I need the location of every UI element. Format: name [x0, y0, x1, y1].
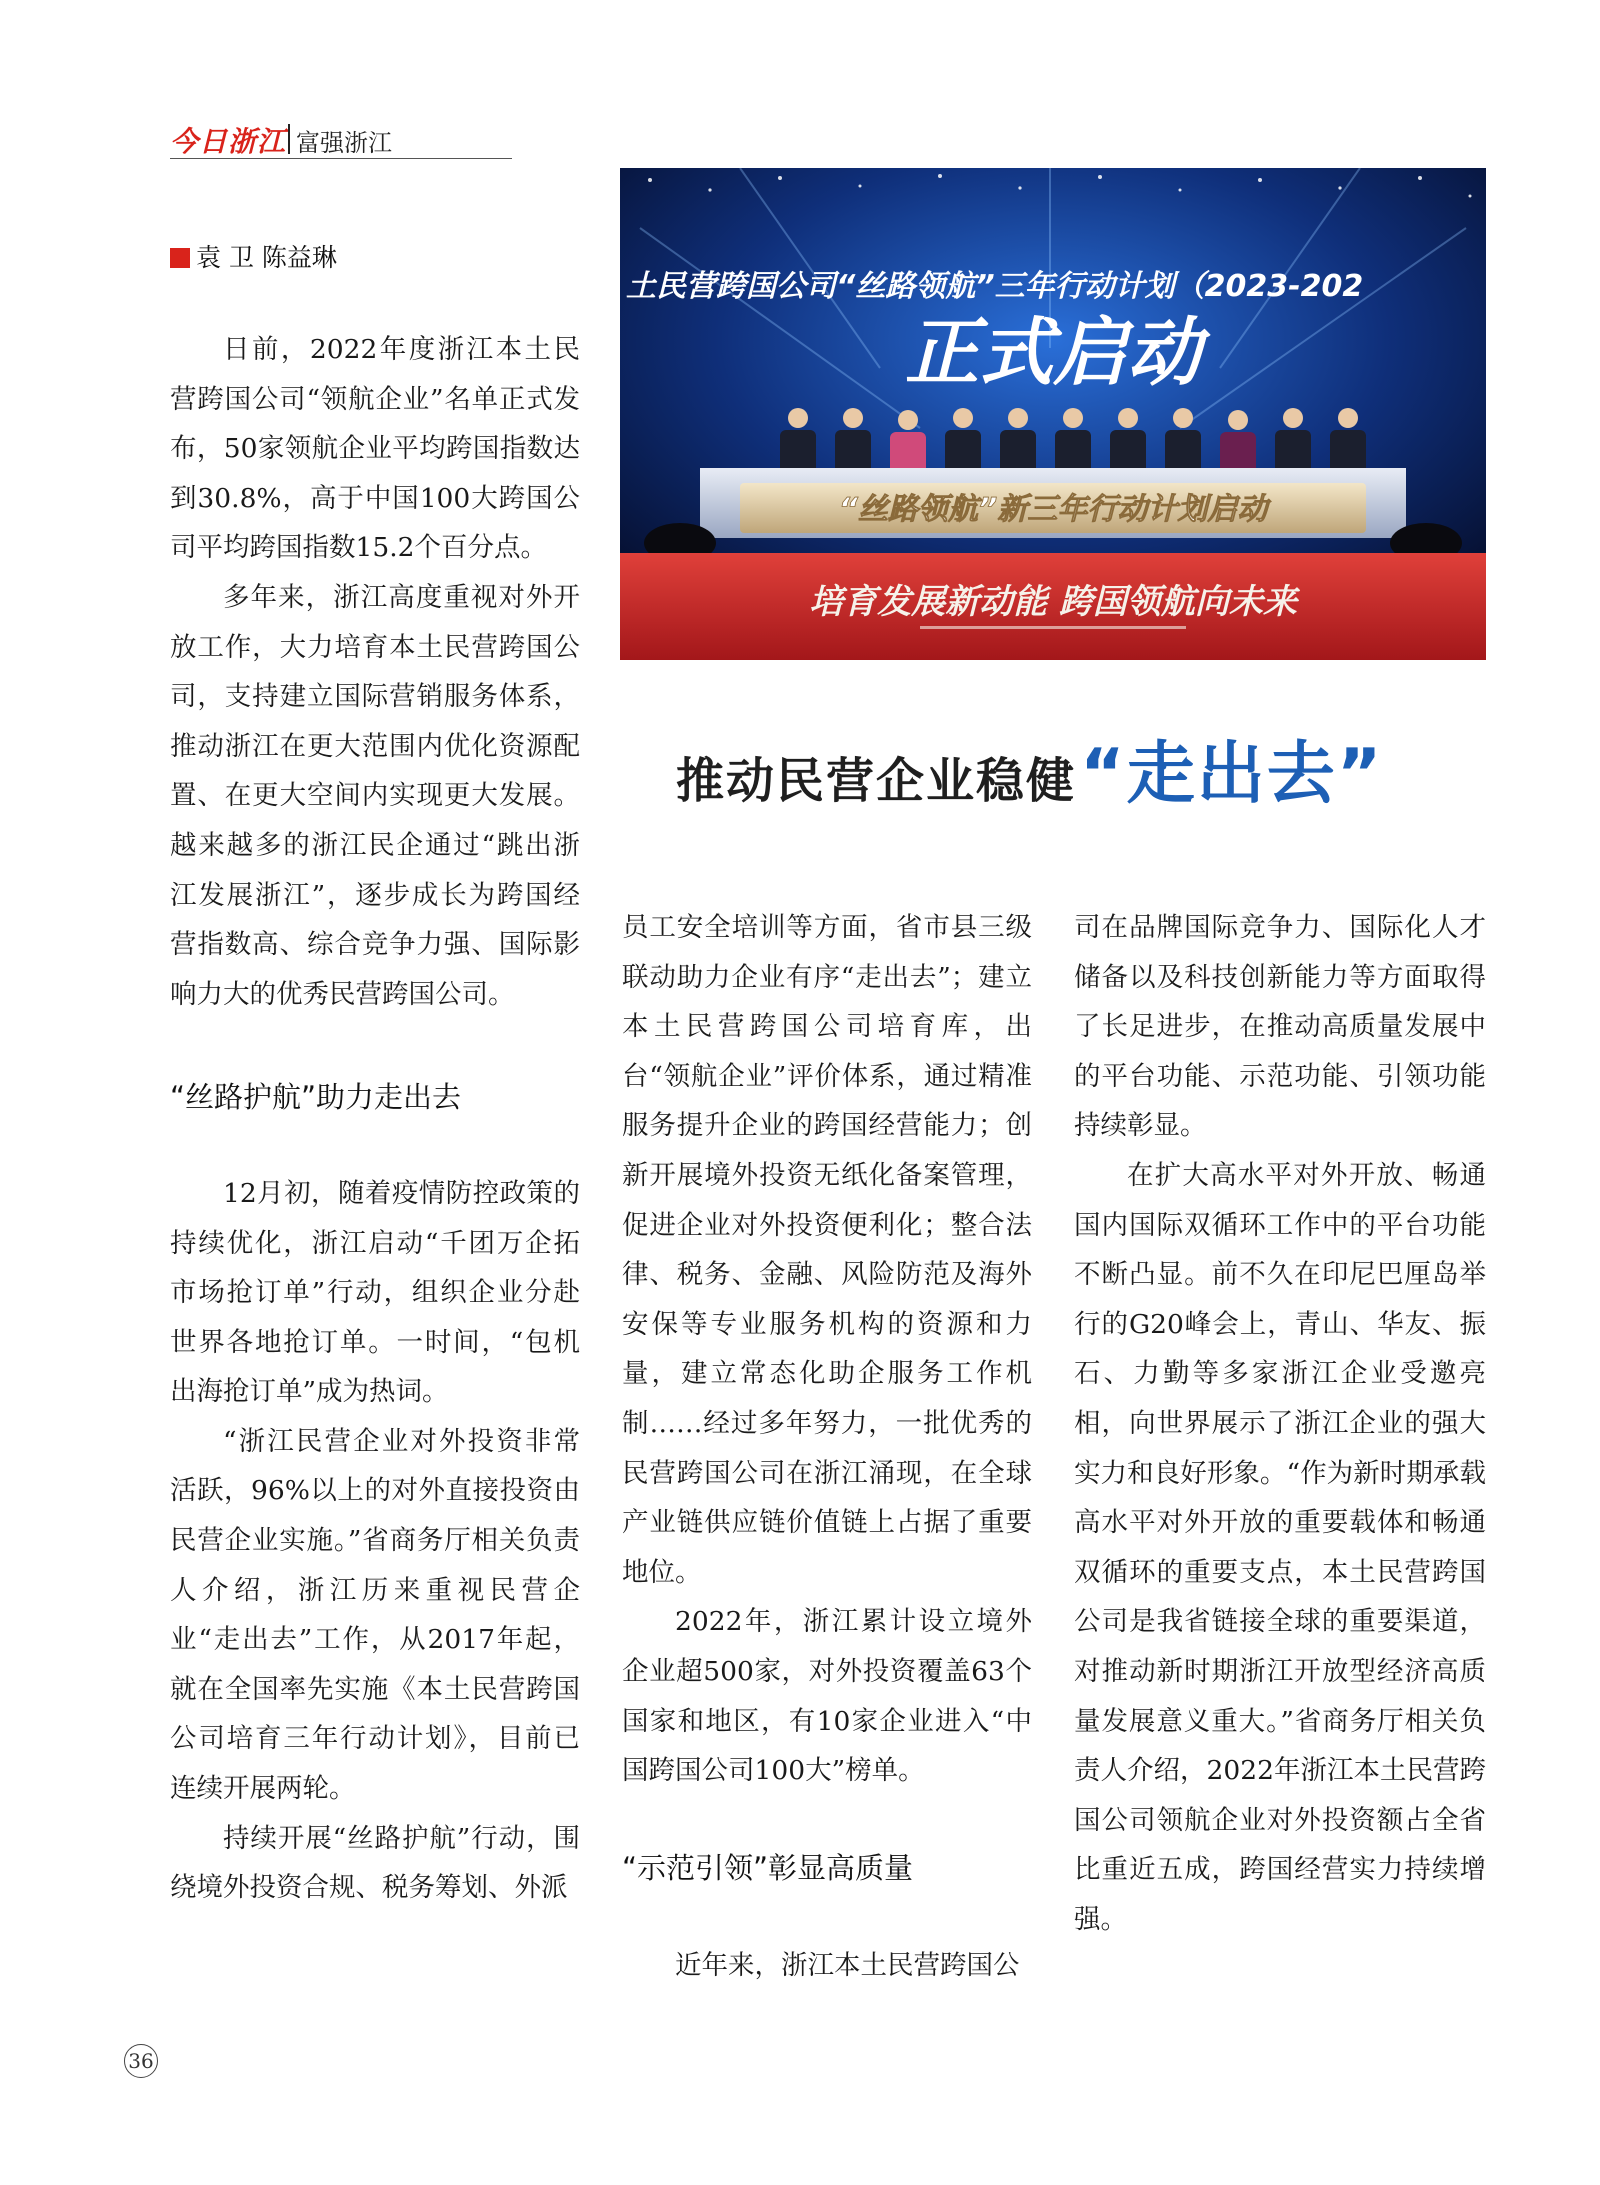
event-photo: [620, 168, 1486, 660]
paragraph-5-start: 持续开展“丝路护航”行动，围绕境外投资合规、税务筹划、外派: [170, 1822, 580, 1904]
paragraph-4: “浙江民营企业对外投资非常活跃，96%以上的对外直接投资由民营企业实施。”省商务厅相关负责人介绍，浙江历来重视民营企业“走出去”工作，从2017年起，就在全国率先实施《本土民营跨国公司培育三年行动计划》，目前已连续开展两轮。: [170, 1425, 580, 1805]
photo-banner-title: 土民营跨国公司“丝路领航”三年行动计划（2023-202: [626, 269, 1364, 304]
paragraph-7-cont: 司在品牌国际竞争力、国际化人才储备以及科技创新能力等方面取得了长足进步，在推动高质量发展中的平台功能、示范功能、引领功能持续彰显。: [1074, 912, 1486, 1142]
stage-sign-text: “丝路领航”新三年行动计划启动: [838, 492, 1268, 527]
column-2: [622, 903, 1032, 1991]
paragraph-7-start: 近年来，浙江本土民营跨国公: [675, 1950, 1020, 1982]
paragraph-5-cont: 员工安全培训等方面，省市县三级联动助力企业有序“走出去”；建立本土民营跨国公司培育库，出台“领航企业”评价体系，通过精准服务提升企业的跨国经营能力；创新开展境外投资无纸化备案管理，促进企业对外投资便利化；整合法律、税务、金融、风险防范及海外安保等专业服务机构的资源和力量，建立常态化助企服务工作机制……经过多年努力，一批优秀的民营跨国公司在浙江涌现，在全球产业链供应链价值链上占据了重要地位。: [622, 912, 1032, 1588]
subheading-2: “示范引领”彰显高质量: [622, 1850, 914, 1885]
magazine-logo: 今日浙江: [170, 125, 287, 158]
spacer: [170, 1019, 580, 1073]
spacer: [170, 1123, 580, 1169]
spacer: [622, 1796, 1032, 1844]
paragraph-2: 多年来，浙江高度重视对外开放工作，大力培育本土民营跨国公司，支持建立国际营销服务体系，推动浙江在更大范围内优化资源配置、在更大空间内实现更大发展。越来越多的浙江民企通过“跳出浙江发展浙江”，逐步成长为跨国经营指数高、综合竞争力强、国际影响力大的优秀民营跨国公司。: [170, 581, 580, 1010]
page-number: 36: [124, 2044, 158, 2078]
author-names: 袁 卫 陈益琳: [196, 243, 337, 272]
paragraph-6: 2022年，浙江累计设立境外企业超500家，对外投资覆盖63个国家和地区，有10家企业进入“中国跨国公司100大”榜单。: [622, 1606, 1032, 1787]
article-headline: [676, 720, 1383, 817]
masthead: [170, 120, 512, 159]
masthead-divider: [288, 124, 290, 154]
paragraph-3: 12月初，随着疫情防控政策的持续优化，浙江启动“千团万企拓市场抢订单”行动，组织企业分赴世界各地抢订单。一时间，“包机出海抢订单”成为热词。: [170, 1177, 580, 1408]
headline-main: 推动民营企业稳健: [676, 753, 1077, 809]
spacer: [622, 1893, 1032, 1941]
photo-banner-main: 正式启动: [905, 310, 1201, 396]
headline-accent: “走出去”: [1080, 735, 1384, 814]
section-title: 富强浙江: [296, 129, 392, 157]
stage-slogan: 培育发展新动能 跨国领航向未来: [809, 582, 1297, 622]
paragraph-1: 日前，2022年度浙江本土民营跨国公司“领航企业”名单正式发布，50家领航企业平均跨国指数达到30.8%，高于中国100大跨国公司平均跨国指数15.2个百分点。: [170, 334, 580, 564]
column-3: [1074, 903, 1486, 1944]
byline: [170, 238, 337, 274]
event-photo-illustration: [620, 168, 1486, 660]
byline-marker-icon: [170, 248, 190, 268]
paragraph-8: 在扩大高水平对外开放、畅通国内国际双循环工作中的平台功能不断凸显。前不久在印尼巴厘岛举行的G20峰会上，青山、华友、振石、力勤等多家浙江企业受邀亮相，向世界展示了浙江企业的强大实力和良好形象。“作为新时期承载高水平对外开放的重要载体和畅通双循环的重要支点，本土民营跨国公司是我省链接全球的重要渠道，对推动新时期浙江开放型经济高质量发展意义重大。”省商务厅相关负责人介绍，2022年浙江本土民营跨国公司领航企业对外投资额占全省比重近五成，跨国经营实力持续增强。: [1074, 1159, 1486, 1935]
column-1: [170, 325, 580, 1913]
subheading-1: “丝路护航”助力走出去: [170, 1080, 462, 1115]
